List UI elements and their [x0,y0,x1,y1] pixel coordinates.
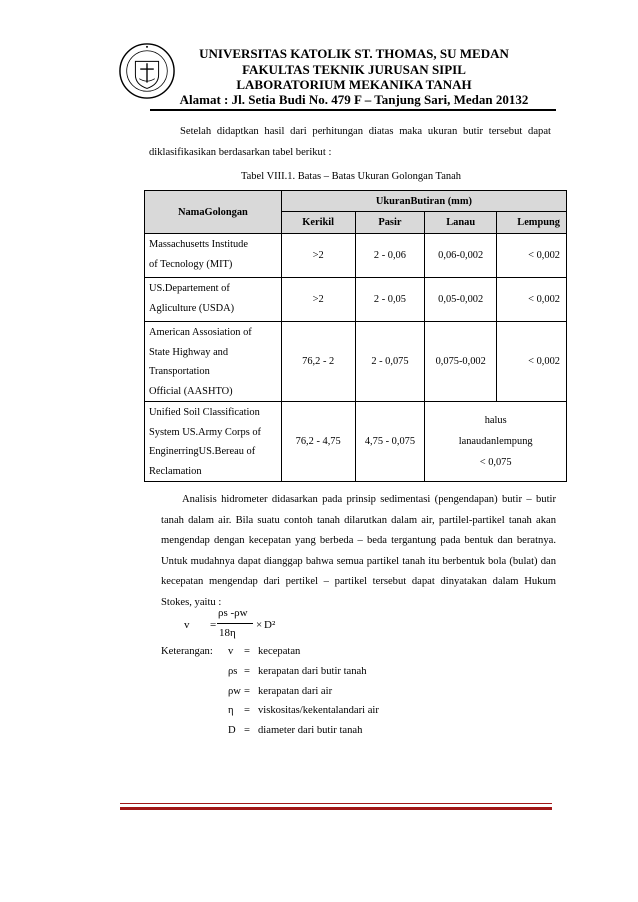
legend-symbol: v [228,646,234,657]
formula-rhs: D² [264,619,276,631]
cell-lempung: < 0,002 [497,322,567,402]
column-header-pasir: Pasir [355,212,425,234]
row-name: American Assosiation of State Highway and Transportation Official (AASHTO) [145,322,282,402]
header-rule [150,109,556,111]
legend-equals: = [244,666,250,677]
formula-equals: = [210,619,217,631]
row-name: Unified Soil Classification System US.Army Corps of EnginerringUS.Bereau of Reclamation [145,402,282,482]
cell-pasir: 2 - 0,06 [355,234,425,278]
row-name: US.Departement of Agliculture (USDA) [145,278,282,322]
cell-lempung: < 0,002 [497,278,567,322]
soil-classification-table [144,190,567,482]
cell-lanau: 0,05-0,002 [425,278,497,322]
table-caption: Tabel VIII.1. Batas – Batas Ukuran Golongan Tanah [240,171,462,182]
legend-description: kecepatan [258,646,301,657]
column-header-lanau: Lanau [425,212,497,234]
footer-rule-thick [120,807,552,810]
legend-equals: = [244,725,250,736]
legend-symbol: D [228,725,236,736]
intro-paragraph: Setelah didaptkan hasil dari perhitungan diatas maka ukuran butir tersebut dapat diklasifikasikan berdasarkan tabel berikut : [149,126,551,158]
legend-equals: = [244,705,250,716]
column-header-name: NamaGolongan [145,191,282,234]
column-header-lempung: Lempung [497,212,567,234]
legend-description: kerapatan dari air [258,686,333,697]
header-address: Alamat : Jl. Setia Budi No. 479 F – Tanjung Sari, Medan 20132 [179,92,529,107]
legend-symbol: ρw [228,686,241,697]
legend-title: Keterangan: [161,646,213,657]
column-header-grain-size: UkuranButiran (mm) [281,191,566,212]
cell-kerikil: >2 [281,278,355,322]
formula-denominator: 18η [219,627,236,639]
cell-kerikil: 76,2 - 4,75 [281,402,355,482]
header-faculty: FAKULTAS TEKNIK JURUSAN SIPIL [242,62,466,77]
formula-numerator: ρs -ρw [218,607,248,619]
legend-description: viskositas/kekentalandari air [258,705,379,716]
fraction-bar [217,623,253,624]
legend-symbol: ρs [228,666,238,677]
row-name: Massachusetts Institude of Tecnology (MIT) [145,234,282,278]
table-row [145,234,567,278]
legend-description: diameter dari butir tanah [258,725,363,736]
table-row [145,322,567,402]
table-row [145,402,567,482]
formula-lhs: v [184,619,190,631]
cell-lanau: 0,06-0,002 [425,234,497,278]
cell-lanau: 0,075-0,002 [425,322,497,402]
table-row [145,278,567,322]
header-laboratory: LABORATORIUM MEKANIKA TANAH [236,77,472,92]
cell-pasir: 2 - 0,05 [355,278,425,322]
legend-symbol: η [228,705,234,716]
cell-pasir: 2 - 0,075 [355,322,425,402]
cell-kerikil: >2 [281,234,355,278]
cell-lempung: < 0,002 [497,234,567,278]
cell-lanau-lempung-merged: halus lanaudanlempung < 0,075 [425,402,567,482]
cell-kerikil: 76,2 - 2 [281,322,355,402]
formula-times: × [256,619,263,631]
legend-description: kerapatan dari butir tanah [258,666,367,677]
legend-equals: = [244,686,250,697]
header-university-name: UNIVERSITAS KATOLIK ST. THOMAS, SU MEDAN [199,46,509,61]
hydrometer-paragraph: Analisis hidrometer didasarkan pada prinsip sedimentasi (pengendapan) butir – butir tanah dalam air. Bila suatu contoh tanah dilarutkan dalam air, partilel-partikel tanah akan mengendap dengan kecepatan yang berbeda – beda tergantung pada bentuk dan beratnya. Untuk mudahnya dapat dianggap bahwa semua partikel tanah itu berbentuk bola (bulat) dan kecepatan mengendap dari pertikel – partikel tersebut dapat dinyatakan dalam Hukum Stokes, yaitu : [161,494,556,608]
column-header-kerikil: Kerikil [281,212,355,234]
legend-equals: = [244,646,250,657]
cell-pasir: 4,75 - 0,075 [355,402,425,482]
footer-rule-thin [120,803,552,804]
